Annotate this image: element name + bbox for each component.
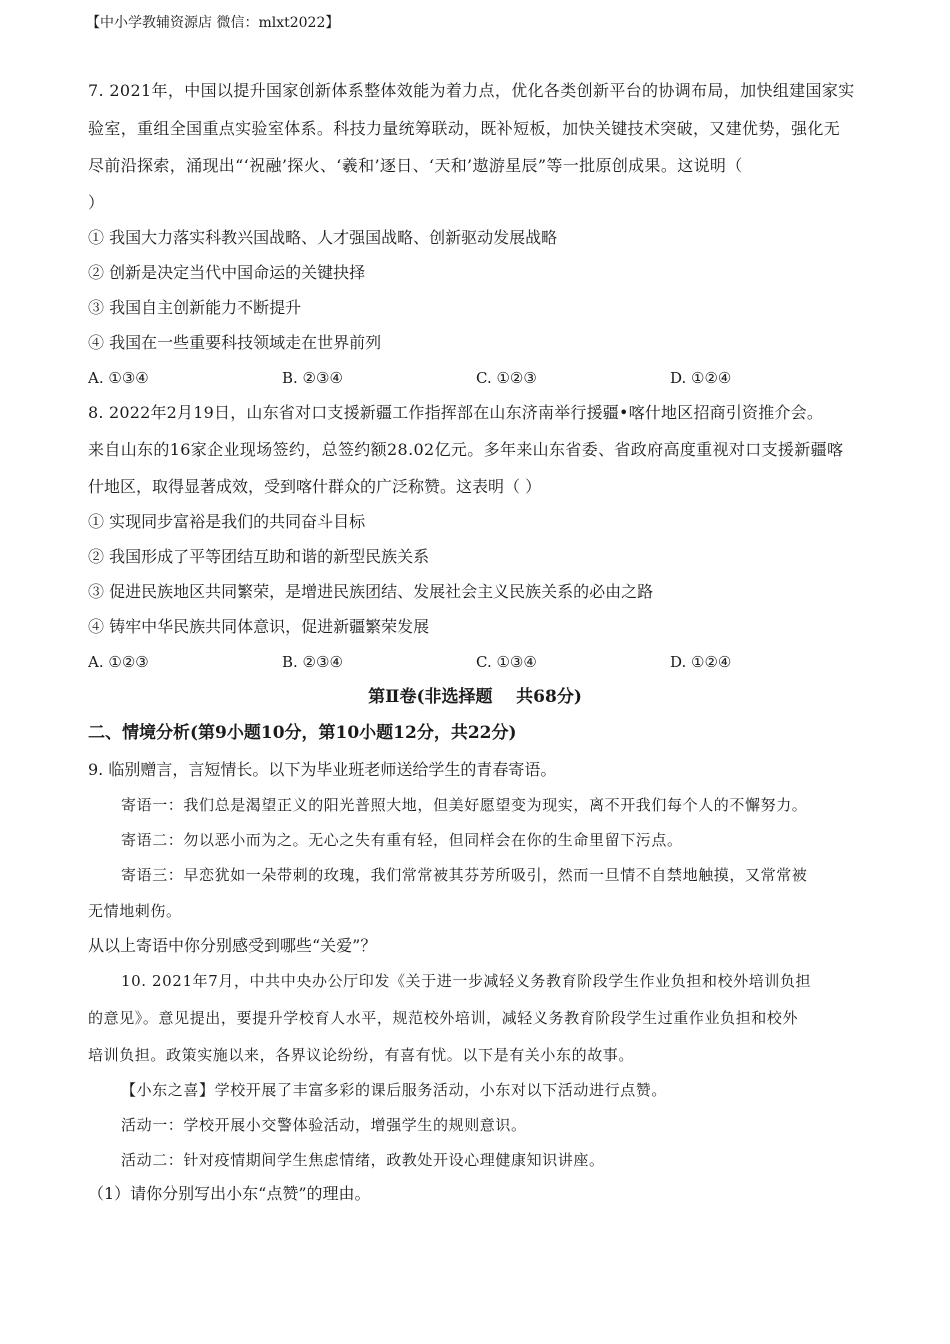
q8-line-1: 8. 2022年2月19日，山东省对口支援新疆工作指挥部在山东济南举行援疆•喀什地区招商引资推介会。	[88, 403, 824, 422]
q7-line-4: ）	[88, 193, 105, 212]
q8-option-a: A. ①②③	[88, 653, 149, 671]
section-title: 第Ⅱ卷(非选择题 共68分)	[368, 687, 582, 707]
q10-line-6: 活动二：针对疫情期间学生焦虑情绪，政教处开设心理健康知识讲座。	[121, 1151, 605, 1169]
q7-option-a: A. ①③④	[88, 369, 149, 387]
header-watermark: 【中小学教辅资源店 微信：mlxt2022】	[86, 15, 340, 31]
q7-option-d: D. ①②④	[670, 369, 732, 387]
q7-statement-3: ③ 我国自主创新能力不断提升	[88, 298, 302, 317]
q10-line-5: 活动一：学校开展小交警体验活动，增强学生的规则意识。	[121, 1116, 527, 1134]
q7-statement-1: ① 我国大力落实科教兴国战略、人才强国战略、创新驱动发展战略	[88, 228, 558, 247]
q9-message-3-cont: 无情地刺伤。	[88, 902, 182, 920]
q8-line-2: 来自山东的16家企业现场签约，总签约额28.02亿元。多年来山东省委、省政府高度重视对口支援新疆喀	[88, 440, 844, 459]
q8-statement-2: ② 我国形成了平等团结互助和谐的新型民族关系	[88, 547, 430, 566]
q10-line-3: 培训负担。政策实施以来，各界议论纷纷，有喜有忧。以下是有关小东的故事。	[88, 1046, 635, 1064]
q9-message-1: 寄语一：我们总是渴望正义的阳光普照大地，但美好愿望变为现实，离不开我们每个人的不懈努力。	[121, 796, 808, 814]
q10-line-2: 的意见》。意见提出，要提升学校育人水平，规范校外培训，减轻义务教育阶段学生过重作业负担和校外	[88, 1009, 799, 1027]
q8-option-c: C. ①③④	[476, 653, 537, 671]
section-heading: 二、情境分析(第9小题10分，第10小题12分，共22分)	[88, 723, 517, 743]
q7-line-1: 7. 2021年，中国以提升国家创新体系整体效能为着力点，优化各类创新平台的协调布局，加快组建国家实	[88, 81, 855, 100]
q7-statement-2: ② 创新是决定当代中国命运的关键抉择	[88, 263, 366, 282]
q9-question: 从以上寄语中你分别感受到哪些“关爱”？	[88, 936, 377, 955]
q7-line-3: 尽前沿探索，涌现出“‘祝融’探火、‘羲和’逐日、‘天和’遨游星辰”等一批原创成果。这说明（	[88, 156, 743, 175]
q8-option-d: D. ①②④	[670, 653, 732, 671]
q7-option-c: C. ①②③	[476, 369, 537, 387]
q9-message-2: 寄语二：勿以恶小而为之。无心之失有重有轻，但同样会在你的生命里留下污点。	[121, 831, 683, 849]
q9-message-3: 寄语三：早恋犹如一朵带刺的玫瑰，我们常常被其芬芳所吸引，然而一旦情不自禁地触摸，又常常被	[121, 866, 808, 884]
q9-intro: 9. 临别赠言，言短情长。以下为毕业班老师送给学生的青春寄语。	[88, 760, 557, 779]
q7-option-b: B. ②③④	[282, 369, 343, 387]
q10-line-4: 【小东之喜】学校开展了丰富多彩的课后服务活动，小东对以下活动进行点赞。	[121, 1081, 668, 1099]
q8-option-b: B. ②③④	[282, 653, 343, 671]
q7-line-2: 验室，重组全国重点实验室体系。科技力量统筹联动，既补短板，加快关键技术突破，又建优势，强化无	[88, 119, 841, 138]
q7-statement-4: ④ 我国在一些重要科技领域走在世界前列	[88, 333, 382, 352]
q8-statement-4: ④ 铸牢中华民族共同体意识，促进新疆繁荣发展	[88, 617, 430, 636]
q8-statement-3: ③ 促进民族地区共同繁荣，是增进民族团结、发展社会主义民族关系的必由之路	[88, 582, 654, 601]
q10-subquestion-1: （1）请你分别写出小东“点赞”的理由。	[88, 1184, 371, 1203]
q8-line-3: 什地区，取得显著成效，受到喀什群众的广泛称赞。这表明（ ）	[88, 477, 542, 496]
q10-line-1: 10. 2021年7月，中共中央办公厅印发《关于进一步减轻义务教育阶段学生作业负担和校外培训负担	[121, 972, 812, 990]
q8-statement-1: ① 实现同步富裕是我们的共同奋斗目标	[88, 512, 366, 531]
